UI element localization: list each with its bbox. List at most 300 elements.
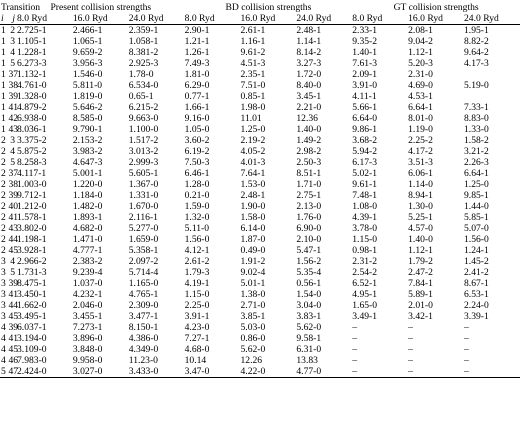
cell-value: 6.534-0 bbox=[128, 80, 159, 91]
cell-value: 2.61-1 bbox=[240, 25, 266, 36]
cell-value: 1.79-3 bbox=[184, 267, 210, 278]
cell-value: 3.47-0 bbox=[184, 366, 210, 377]
cell-value: 2.359-1 bbox=[128, 25, 159, 36]
cell-i: 2 bbox=[1, 201, 6, 212]
cell-value: 3.495-1 bbox=[17, 311, 47, 322]
cell-value: 3.27-3 bbox=[296, 58, 322, 69]
cell-value: 2.01-0 bbox=[408, 300, 433, 311]
cell-value: 2.33-1 bbox=[352, 25, 378, 36]
cell-value: 5.02-1 bbox=[352, 168, 378, 179]
cell-value: 4.51-3 bbox=[240, 58, 266, 69]
cell-j: 40 bbox=[8, 201, 19, 212]
cell-value: 6.31-0 bbox=[296, 344, 322, 355]
table-row bbox=[0, 58, 520, 69]
cell-value: 1.165-0 bbox=[128, 278, 159, 289]
cell-value: 3.39-1 bbox=[464, 311, 489, 322]
cell-i: 2 bbox=[1, 179, 6, 190]
cell-value: 6.14-0 bbox=[240, 223, 266, 234]
energy-header: 24.0 Ryd bbox=[296, 13, 332, 24]
cell-i: 4 bbox=[1, 333, 6, 344]
cell-value: 5.62-0 bbox=[240, 344, 266, 355]
cell-value: 4.647-3 bbox=[72, 157, 103, 168]
cell-value: 9.16-0 bbox=[184, 113, 210, 124]
cell-value: 3.956-3 bbox=[72, 58, 103, 69]
cell-value: 1.53-0 bbox=[240, 179, 266, 190]
cell-i: 1 bbox=[1, 58, 6, 69]
cell-value bbox=[464, 69, 520, 80]
cell-value: 6.64-1 bbox=[464, 168, 489, 179]
cell-value: 1.14-1 bbox=[296, 36, 322, 47]
cell-value: 2.21-0 bbox=[296, 102, 322, 113]
cell-j: 45 bbox=[8, 245, 19, 256]
cell-value: 6.29-0 bbox=[184, 80, 210, 91]
cell-value: 2.08-1 bbox=[408, 25, 433, 36]
cell-value: 1.66-1 bbox=[184, 102, 210, 113]
energy-header: 8.0 Ryd bbox=[17, 13, 47, 24]
cell-value: 6.938-0 bbox=[17, 113, 47, 124]
cell-value: 3.21-2 bbox=[464, 146, 489, 157]
cell-value: 1.578-1 bbox=[17, 212, 47, 223]
cell-value: 10.14 bbox=[184, 355, 207, 366]
cell-value: 3.42-1 bbox=[408, 311, 433, 322]
cell-value: 3.848-0 bbox=[72, 344, 103, 355]
cell-value: 1.40-0 bbox=[296, 124, 322, 135]
cell-j: 41 bbox=[8, 333, 19, 344]
cell-value: 9.35-2 bbox=[352, 36, 378, 47]
cell-i: 2 bbox=[1, 146, 6, 157]
table-row bbox=[0, 234, 520, 245]
cell-j: 41 bbox=[8, 102, 19, 113]
cell-i: 1 bbox=[1, 69, 6, 80]
cell-value: 4.68-0 bbox=[184, 344, 210, 355]
cell-i: 5 bbox=[1, 366, 6, 377]
cell-value: 1.05-0 bbox=[184, 124, 210, 135]
cell-value: 7.49-3 bbox=[184, 58, 210, 69]
cell-value: 4.05-2 bbox=[240, 146, 266, 157]
cell-value: 4.95-1 bbox=[352, 289, 378, 300]
cell-value: 1.003-0 bbox=[17, 179, 47, 190]
table-row bbox=[0, 113, 520, 124]
cell-value: 1.49-2 bbox=[296, 135, 322, 146]
cell-value: 1.12-1 bbox=[408, 245, 433, 256]
cell-value: 3.68-2 bbox=[352, 135, 378, 146]
cell-j: 38 bbox=[8, 80, 19, 91]
cell-value: 2.61-2 bbox=[184, 256, 210, 267]
cell-value: 3.91-0 bbox=[352, 80, 378, 91]
cell-value: – bbox=[464, 333, 469, 344]
cell-value: 4.12-1 bbox=[184, 245, 210, 256]
cell-value: 1.54-0 bbox=[296, 289, 322, 300]
cell-i: 3 bbox=[1, 311, 6, 322]
table-row bbox=[0, 146, 520, 157]
cell-value: 1.76-0 bbox=[296, 212, 322, 223]
cell-value: 2.424-0 bbox=[17, 366, 47, 377]
cell-value: 3.91-1 bbox=[184, 311, 210, 322]
cell-value: 1.546-0 bbox=[72, 69, 103, 80]
cell-value: 1.45-2 bbox=[464, 256, 489, 267]
cell-value: 2.925-3 bbox=[128, 58, 159, 69]
cell-value: 8.51-1 bbox=[296, 168, 322, 179]
cell-value: 1.132-1 bbox=[17, 69, 47, 80]
cell-value: 1.56-0 bbox=[464, 234, 489, 245]
cell-value: 5.11-0 bbox=[184, 223, 210, 234]
cell-j: 4 bbox=[10, 256, 15, 267]
cell-value: 3.450-1 bbox=[17, 289, 47, 300]
cell-value: 1.662-0 bbox=[17, 300, 47, 311]
cell-value: 9.64-2 bbox=[464, 47, 489, 58]
cell-value: 1.98-0 bbox=[240, 102, 266, 113]
cell-value: 0.65-1 bbox=[128, 91, 154, 102]
cell-value: 1.72-0 bbox=[296, 69, 322, 80]
table-row bbox=[0, 190, 520, 201]
cell-value: 4.23-0 bbox=[184, 322, 210, 333]
cell-j: 45 bbox=[8, 344, 19, 355]
cell-value: 1.95-1 bbox=[464, 25, 489, 36]
cell-value bbox=[464, 91, 520, 102]
i-header: i bbox=[1, 13, 4, 24]
table-row bbox=[0, 168, 520, 179]
table-row bbox=[0, 69, 520, 80]
cell-value: 2.13-0 bbox=[296, 201, 322, 212]
cell-value: 5.714-4 bbox=[128, 267, 159, 278]
table-row bbox=[0, 36, 520, 47]
cell-value: 1.71-0 bbox=[296, 179, 322, 190]
cell-value: 0.85-1 bbox=[240, 91, 266, 102]
cell-i: 3 bbox=[1, 256, 6, 267]
cell-value: – bbox=[408, 355, 413, 366]
cell-value: 2.98-2 bbox=[296, 146, 322, 157]
cell-value: 7.51-0 bbox=[240, 80, 266, 91]
cell-value: 2.54-2 bbox=[352, 267, 378, 278]
cell-value: 13.83 bbox=[296, 355, 318, 366]
cell-value: 2.046-0 bbox=[72, 300, 103, 311]
cell-value: 9.958-0 bbox=[72, 355, 103, 366]
cell-j: 5 bbox=[10, 267, 15, 278]
cell-i: 1 bbox=[1, 102, 6, 113]
cell-value: 2.75-1 bbox=[296, 190, 322, 201]
table-row bbox=[0, 267, 520, 278]
cell-value: 2.47-2 bbox=[408, 267, 433, 278]
table-row bbox=[0, 80, 520, 91]
cell-i: 1 bbox=[1, 47, 6, 58]
cell-value: 1.331-0 bbox=[128, 190, 159, 201]
cell-j: 2 bbox=[10, 25, 15, 36]
cell-value: 2.25-0 bbox=[184, 300, 210, 311]
cell-i: 4 bbox=[1, 355, 6, 366]
cell-value: 2.24-0 bbox=[464, 300, 489, 311]
cell-value: 7.64-1 bbox=[240, 168, 266, 179]
cell-value: 2.09-1 bbox=[352, 69, 378, 80]
cell-value: 4.17-3 bbox=[464, 58, 489, 69]
cell-value: 4.682-0 bbox=[72, 223, 103, 234]
cell-value: 3.928-1 bbox=[17, 245, 47, 256]
cell-value: 1.212-0 bbox=[17, 201, 47, 212]
cell-value: 2.999-3 bbox=[128, 157, 159, 168]
cell-value: 6.19-2 bbox=[184, 146, 210, 157]
cell-value: 3.49-1 bbox=[352, 311, 378, 322]
cell-value: 1.100-0 bbox=[128, 124, 159, 135]
cell-value: 1.33-0 bbox=[464, 124, 489, 135]
cell-value: 9.61-2 bbox=[240, 47, 266, 58]
cell-value: 3.78-0 bbox=[352, 223, 378, 234]
cell-i: 1 bbox=[1, 113, 6, 124]
cell-value: 3.433-0 bbox=[128, 366, 159, 377]
transition-header: Transition bbox=[1, 2, 41, 13]
cell-value: 6.46-1 bbox=[184, 168, 210, 179]
cell-value: 5.35-4 bbox=[296, 267, 322, 278]
cell-value: 1.25-0 bbox=[240, 124, 266, 135]
cell-value: 5.19-0 bbox=[464, 80, 489, 91]
cell-value: 1.26-1 bbox=[184, 47, 210, 58]
cell-value: 3.455-1 bbox=[72, 311, 103, 322]
cell-value: 6.06-1 bbox=[408, 168, 433, 179]
cell-value: 1.24-1 bbox=[464, 245, 489, 256]
cell-j: 4 bbox=[10, 146, 15, 157]
energy-header: 24.0 Ryd bbox=[128, 13, 164, 24]
cell-value: 2.383-2 bbox=[72, 256, 103, 267]
cell-i: 2 bbox=[1, 245, 6, 256]
cell-value: 4.17-2 bbox=[408, 146, 433, 157]
cell-i: 1 bbox=[1, 25, 6, 36]
cell-value: 1.14-0 bbox=[408, 179, 433, 190]
cell-value: 1.731-3 bbox=[17, 267, 47, 278]
cell-value: 1.08-0 bbox=[352, 201, 378, 212]
cell-value: 5.01-1 bbox=[240, 278, 266, 289]
cell-j: 37 bbox=[8, 69, 19, 80]
cell-value: 2.466-1 bbox=[72, 25, 103, 36]
cell-j: 3 bbox=[10, 135, 15, 146]
cell-value: 5.89-1 bbox=[408, 289, 433, 300]
cell-value: 1.81-0 bbox=[184, 69, 210, 80]
cell-value: 7.983-0 bbox=[17, 355, 47, 366]
cell-value: 6.64-0 bbox=[352, 113, 378, 124]
cell-value: 1.44-0 bbox=[464, 201, 489, 212]
cell-value: 9.659-2 bbox=[72, 47, 103, 58]
cell-j: 3 bbox=[10, 36, 15, 47]
cell-value: 1.15-0 bbox=[352, 234, 378, 245]
cell-value: 2.50-3 bbox=[296, 157, 322, 168]
cell-value: 5.001-1 bbox=[72, 168, 103, 179]
cell-value: 8.585-0 bbox=[72, 113, 103, 124]
cell-value: 2.26-3 bbox=[464, 157, 489, 168]
cell-value: 0.86-0 bbox=[240, 333, 266, 344]
cell-value: 4.349-0 bbox=[128, 344, 159, 355]
cell-value: 8.258-3 bbox=[17, 157, 47, 168]
cell-value: – bbox=[408, 366, 413, 377]
cell-i: 2 bbox=[1, 135, 6, 146]
cell-value: 3.51-3 bbox=[408, 157, 433, 168]
cell-value: 7.61-3 bbox=[352, 58, 378, 69]
cell-value: – bbox=[464, 366, 469, 377]
cell-value: 5.811-0 bbox=[72, 80, 103, 91]
cell-value: 3.375-2 bbox=[17, 135, 47, 146]
cell-value: 6.17-3 bbox=[352, 157, 378, 168]
cell-value: 1.79-2 bbox=[408, 256, 433, 267]
cell-value: 6.273-3 bbox=[17, 58, 47, 69]
cell-value: – bbox=[408, 322, 413, 333]
table-row bbox=[0, 289, 520, 300]
cell-value: 3.194-0 bbox=[17, 333, 47, 344]
energy-header: 24.0 Ryd bbox=[464, 13, 499, 24]
cell-value: 1.32-0 bbox=[184, 212, 210, 223]
cell-value: 9.61-1 bbox=[352, 179, 378, 190]
cell-j: 46 bbox=[8, 355, 19, 366]
cell-value: 7.84-1 bbox=[408, 278, 433, 289]
cell-value: 1.037-0 bbox=[72, 278, 103, 289]
cell-value: 0.21-0 bbox=[184, 190, 210, 201]
cell-value: 8.82-2 bbox=[464, 36, 489, 47]
cell-value: 1.105-1 bbox=[17, 36, 47, 47]
cell-j: 38 bbox=[8, 179, 19, 190]
cell-value: 1.56-2 bbox=[296, 256, 322, 267]
cell-value: 1.19-0 bbox=[408, 124, 433, 135]
cell-value: 3.45-1 bbox=[296, 91, 322, 102]
table-row bbox=[0, 124, 520, 135]
cell-value: – bbox=[464, 344, 469, 355]
cell-value: 7.27-1 bbox=[184, 333, 210, 344]
present-group-header: Present collision strengths bbox=[50, 2, 152, 13]
table-row bbox=[0, 311, 520, 322]
cell-value: 2.25-2 bbox=[408, 135, 433, 146]
cell-i: 3 bbox=[1, 278, 6, 289]
cell-value: 0.77-1 bbox=[184, 91, 210, 102]
cell-value: 8.01-0 bbox=[408, 113, 433, 124]
cell-value: 5.358-1 bbox=[128, 245, 159, 256]
cell-i: 3 bbox=[1, 289, 6, 300]
cell-i: 2 bbox=[1, 223, 6, 234]
cell-value: 3.85-1 bbox=[240, 311, 266, 322]
cell-value: 3.027-0 bbox=[72, 366, 103, 377]
cell-value: 1.220-0 bbox=[72, 179, 103, 190]
cell-value: 7.33-1 bbox=[464, 102, 489, 113]
table-row bbox=[0, 245, 520, 256]
cell-value: 7.273-1 bbox=[72, 322, 103, 333]
cell-value: 3.896-0 bbox=[72, 333, 103, 344]
cell-value: 4.11-1 bbox=[352, 91, 377, 102]
cell-value: 5.47-1 bbox=[296, 245, 322, 256]
cell-value: 5.277-0 bbox=[128, 223, 159, 234]
cell-value: 7.50-3 bbox=[184, 157, 210, 168]
cell-value: 1.184-0 bbox=[72, 190, 103, 201]
cell-value: 9.790-1 bbox=[72, 124, 103, 135]
cell-value: 2.116-1 bbox=[128, 212, 158, 223]
cell-value: 1.228-1 bbox=[17, 47, 47, 58]
cell-j: 47 bbox=[8, 366, 19, 377]
cell-value: 2.48-1 bbox=[296, 25, 322, 36]
cell-value: 1.367-0 bbox=[128, 179, 159, 190]
cell-value: 8.150-1 bbox=[128, 322, 159, 333]
cell-value: 8.40-0 bbox=[296, 80, 322, 91]
cell-value: 1.40-0 bbox=[408, 234, 433, 245]
cell-value: 6.53-1 bbox=[464, 289, 489, 300]
cell-i: 1 bbox=[1, 80, 6, 91]
cell-value: 11.23-0 bbox=[128, 355, 158, 366]
cell-value: 8.14-2 bbox=[296, 47, 322, 58]
cell-value: 1.87-0 bbox=[240, 234, 266, 245]
cell-value: 6.90-0 bbox=[296, 223, 322, 234]
cell-j: 37 bbox=[8, 168, 19, 179]
cell-value: 1.58-2 bbox=[464, 135, 489, 146]
cell-value: 2.725-1 bbox=[17, 25, 47, 36]
cell-value: 1.91-2 bbox=[240, 256, 266, 267]
cell-value: 1.058-1 bbox=[128, 36, 159, 47]
cell-value: 9.663-0 bbox=[128, 113, 159, 124]
cell-value: 1.56-0 bbox=[184, 234, 210, 245]
cell-value: 4.117-1 bbox=[17, 168, 47, 179]
cell-value: 4.761-0 bbox=[17, 80, 47, 91]
cell-value: 1.819-0 bbox=[72, 91, 103, 102]
cell-value: 1.471-0 bbox=[72, 234, 103, 245]
cell-j: 39 bbox=[8, 190, 19, 201]
cell-j: 43 bbox=[8, 124, 19, 135]
cell-value: 2.10-0 bbox=[296, 234, 322, 245]
cell-value: 9.86-1 bbox=[352, 124, 378, 135]
cell-j: 44 bbox=[8, 300, 19, 311]
cell-value: 1.40-1 bbox=[352, 47, 378, 58]
cell-value: 3.83-1 bbox=[296, 311, 322, 322]
cell-value: 9.02-4 bbox=[240, 267, 266, 278]
cell-value: 4.53-1 bbox=[408, 91, 433, 102]
cell-j: 5 bbox=[10, 157, 15, 168]
table-row bbox=[0, 179, 520, 190]
cell-i: 1 bbox=[1, 124, 6, 135]
cell-value: 4.777-1 bbox=[72, 245, 103, 256]
table-row bbox=[0, 47, 520, 58]
cell-value: 1.670-0 bbox=[128, 201, 159, 212]
cell-i: 2 bbox=[1, 157, 6, 168]
cell-value: – bbox=[352, 355, 358, 366]
cell-value: 9.85-1 bbox=[464, 190, 489, 201]
cell-value: – bbox=[408, 344, 413, 355]
cell-value: – bbox=[408, 333, 413, 344]
cell-value: 1.065-1 bbox=[72, 36, 103, 47]
cell-value: 7.48-1 bbox=[352, 190, 378, 201]
cell-j: 43 bbox=[8, 223, 19, 234]
cell-value: 2.153-2 bbox=[72, 135, 103, 146]
cell-value: 11.01 bbox=[240, 113, 262, 124]
cell-value: – bbox=[352, 366, 358, 377]
cell-value: 6.52-1 bbox=[352, 278, 378, 289]
cell-j: 41 bbox=[8, 212, 19, 223]
gt-group-header: GT collision strengths bbox=[393, 2, 479, 13]
cell-value: 9.239-4 bbox=[72, 267, 103, 278]
cell-i: 2 bbox=[1, 190, 6, 201]
table-row bbox=[0, 322, 520, 333]
table-row bbox=[0, 300, 520, 311]
table-row bbox=[0, 344, 520, 355]
cell-j: 39 bbox=[8, 91, 19, 102]
cell-value: 4.77-0 bbox=[296, 366, 322, 377]
cell-value: 4.19-1 bbox=[184, 278, 210, 289]
cell-value: 0.98-1 bbox=[352, 245, 378, 256]
cell-value: 1.65-0 bbox=[352, 300, 378, 311]
cell-i: 3 bbox=[1, 267, 6, 278]
cell-value: 1.517-2 bbox=[128, 135, 159, 146]
table-body bbox=[0, 25, 520, 378]
cell-value: 1.38-0 bbox=[240, 289, 266, 300]
cell-value: 8.94-1 bbox=[408, 190, 433, 201]
table-row bbox=[0, 135, 520, 146]
cell-value: 5.25-1 bbox=[408, 212, 433, 223]
table-row bbox=[0, 25, 520, 37]
cell-value: – bbox=[352, 333, 358, 344]
cell-value: 5.875-2 bbox=[17, 146, 47, 157]
cell-value: 1.30-0 bbox=[408, 201, 433, 212]
energy-header: 16.0 Ryd bbox=[240, 13, 276, 24]
cell-value: 2.31-0 bbox=[408, 69, 433, 80]
cell-j: 42 bbox=[8, 113, 19, 124]
table-row bbox=[0, 223, 520, 234]
